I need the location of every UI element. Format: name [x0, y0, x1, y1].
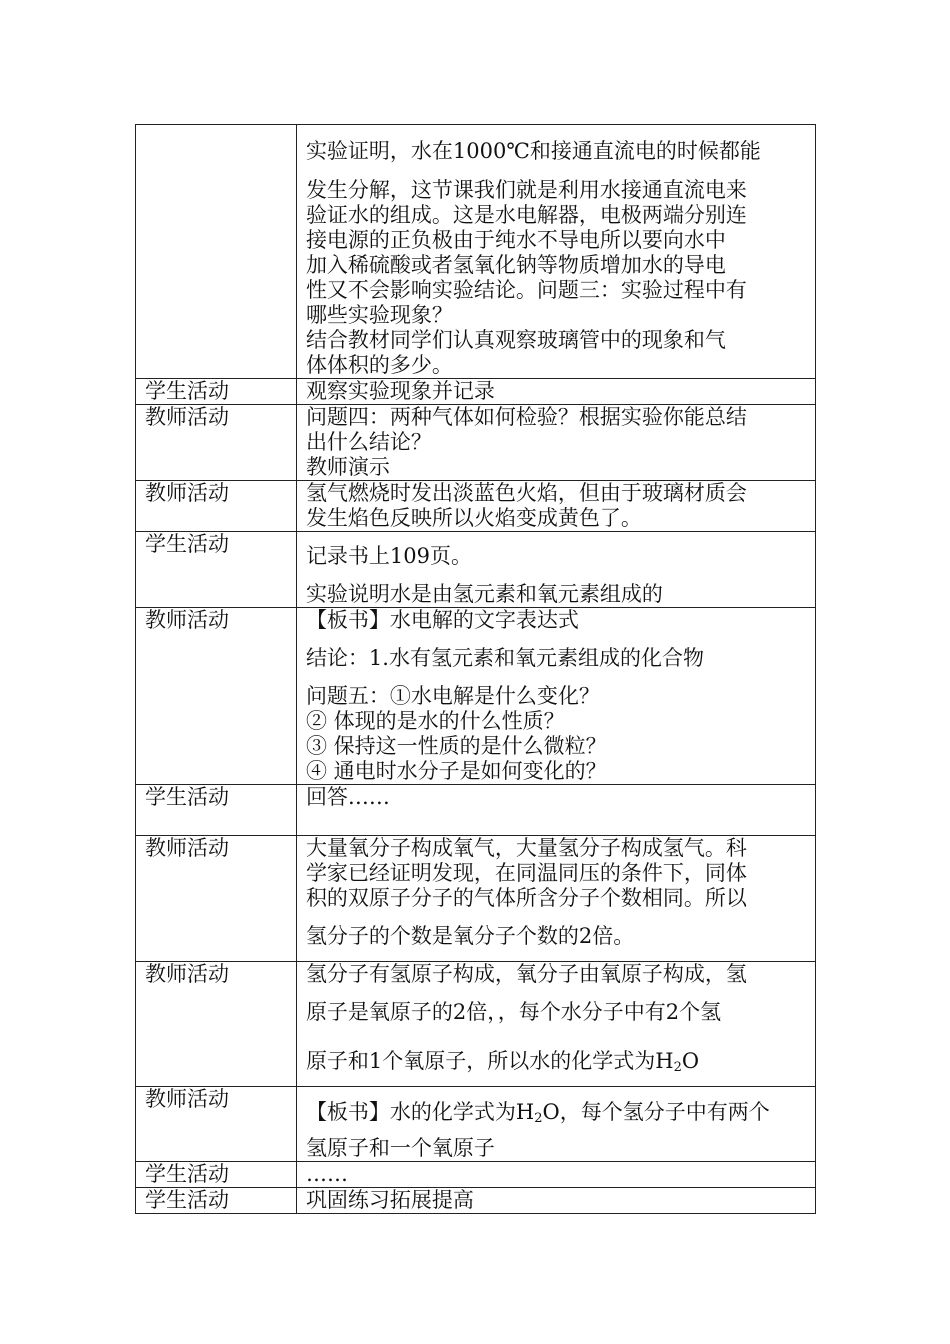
text-line: 哪些实验现象？: [305, 303, 453, 327]
text-segment: 原子和1个氧原子，所以水的化学式为H: [305, 1049, 674, 1073]
content-cell: [296, 962, 815, 1087]
text-line: 实验说明水是由氢元素和氧元素组成的: [305, 582, 663, 606]
table-row: [136, 481, 816, 532]
text-line: 体体积的多少。: [305, 353, 453, 377]
text-line: 回答……: [305, 785, 390, 809]
role-cell: 教师活动: [136, 836, 297, 962]
table-row: [136, 125, 816, 379]
formula-line: [306, 1100, 809, 1125]
table-row: [136, 1087, 816, 1162]
content-cell: [296, 405, 815, 481]
lesson-plan-table: [135, 124, 816, 1214]
content-cell: [296, 1188, 815, 1214]
text-line: 结论：1.水有氢元素和氧元素组成的化合物: [305, 646, 704, 670]
text-line: ……: [305, 1162, 348, 1186]
text-line: 氢气燃烧时发出淡蓝色火焰，但由于玻璃材质会: [305, 481, 747, 505]
text-line: ③ 保持这一性质的是什么微粒？: [305, 734, 607, 758]
role-cell: 教师活动: [136, 405, 297, 481]
content-cell: [296, 1162, 815, 1188]
text-line: 教师演示: [305, 455, 390, 479]
table-row: [136, 836, 816, 962]
text-line: 氢原子和一个氧原子: [305, 1136, 495, 1160]
formula-line: [306, 1049, 809, 1074]
content-cell: [296, 481, 815, 532]
text-segment: O: [681, 1049, 700, 1073]
text-line: 大量氧分子构成氧气，大量氢分子构成氢气。科: [305, 836, 747, 860]
text-line: 【板书】水电解的文字表达式: [305, 608, 579, 632]
text-line: 学家已经证明发现，在同温同压的条件下，同体: [305, 861, 747, 885]
text-line: 性又不会影响实验结论。问题三：实验过程中有: [305, 278, 747, 302]
content-cell: [296, 836, 815, 962]
text-segment: O，每个氢分子中有两个: [542, 1100, 770, 1124]
role-cell: 教师活动: [136, 608, 297, 785]
content-cell: [296, 1087, 815, 1162]
text-line: ④ 通电时水分子是如何变化的？: [305, 759, 607, 783]
table-row: [136, 379, 816, 405]
subscript: 2: [673, 1060, 682, 1075]
role-cell: 学生活动: [136, 1162, 297, 1188]
text-line: 验证水的组成。这是水电解器，电极两端分别连: [305, 203, 747, 227]
role-cell: 学生活动: [136, 1188, 297, 1214]
text-line: 问题四：两种气体如何检验？根据实验你能总结: [305, 405, 747, 429]
role-cell: 教师活动: [136, 481, 297, 532]
text-line: 积的双原子分子的气体所含分子个数相同。所以: [305, 886, 747, 910]
content-cell: [296, 125, 815, 379]
text-line: 观察实验现象并记录: [305, 379, 495, 403]
table-row: [136, 405, 816, 481]
table-row: [136, 532, 816, 608]
text-line: 加入稀硫酸或者氢氧化钠等物质增加水的导电: [305, 253, 726, 277]
table-row: [136, 1188, 816, 1214]
content-cell: [296, 785, 815, 836]
text-line: ② 体现的是水的什么性质？: [305, 709, 565, 733]
text-line: 结合教材同学们认真观察玻璃管中的现象和气: [305, 328, 726, 352]
text-line: 巩固练习拓展提高: [305, 1188, 474, 1212]
table-row: [136, 608, 816, 785]
text-segment: 【板书】水的化学式为H: [305, 1100, 535, 1124]
table-row: [136, 785, 816, 836]
content-cell: [296, 532, 815, 608]
table-row: [136, 1162, 816, 1188]
subscript: 2: [534, 1111, 543, 1126]
role-cell: 学生活动: [136, 379, 297, 405]
text-line: 氢分子有氢原子构成，氧分子由氧原子构成，氢: [305, 962, 747, 986]
text-line: 接电源的正负极由于纯水不导电所以要向水中: [305, 228, 726, 252]
text-line: 问题五：①水电解是什么变化？: [305, 684, 600, 708]
content-cell: [296, 608, 815, 785]
text-line: 出什么结论？: [305, 430, 432, 454]
text-line: 发生分解，这节课我们就是利用水接通直流电来: [305, 178, 747, 202]
text-line: 原子是氧原子的2倍，，每个水分子中有2个氢: [305, 1000, 722, 1024]
content-cell: [296, 379, 815, 405]
text-line: 记录书上109页。: [305, 544, 473, 568]
table-row: [136, 962, 816, 1087]
role-cell: 教师活动: [136, 1087, 297, 1162]
role-cell: 教师活动: [136, 962, 297, 1087]
role-cell: 学生活动: [136, 785, 297, 836]
role-cell: 学生活动: [136, 532, 297, 608]
text-line: 发生焰色反映所以火焰变成黄色了。: [305, 506, 642, 530]
role-cell: [136, 125, 297, 379]
text-line: 氢分子的个数是氧分子个数的2倍。: [305, 924, 635, 948]
text-line: 实验证明，水在1000℃和接通直流电的时候都能: [305, 139, 761, 163]
